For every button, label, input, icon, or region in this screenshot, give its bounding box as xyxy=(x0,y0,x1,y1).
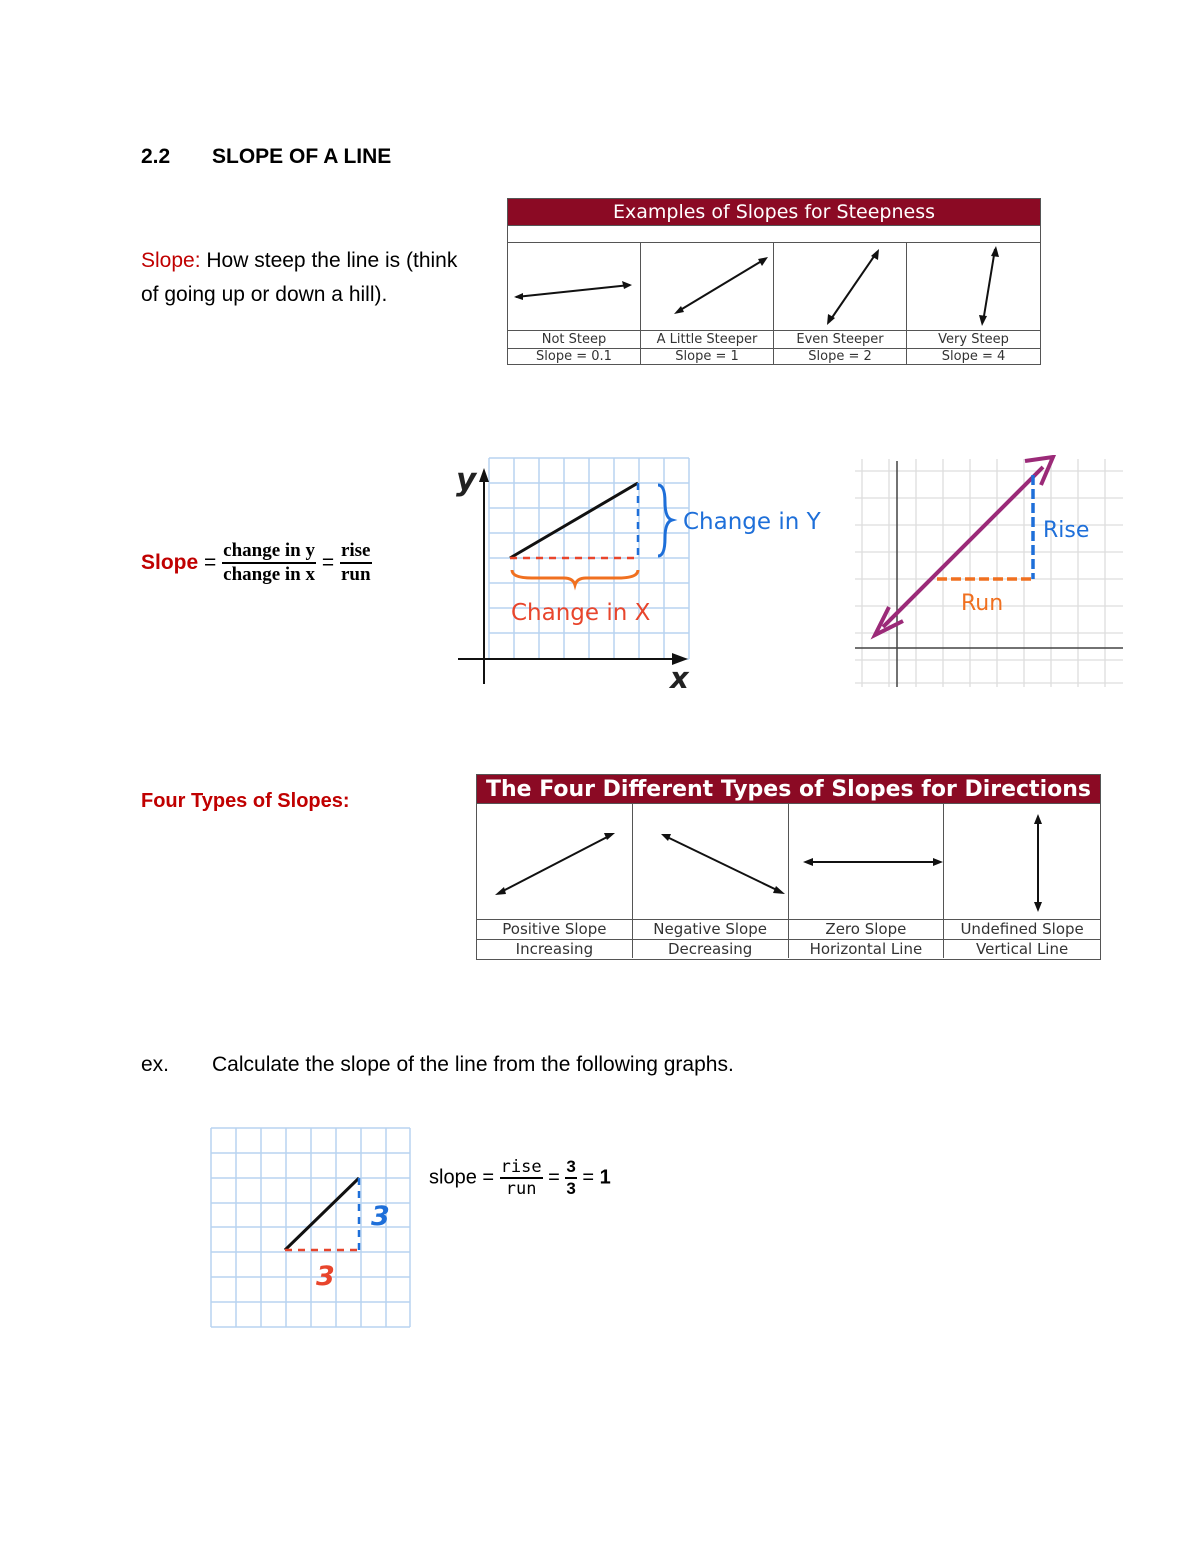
steep-name-1: Not Steep xyxy=(508,331,641,348)
steep-value-4: Slope = 4 xyxy=(941,349,1006,364)
steepness-table-title: Examples of Slopes for Steepness xyxy=(508,199,1040,225)
rise-value-label: 3 xyxy=(371,1201,390,1232)
calc-equals-2: = xyxy=(548,1166,560,1189)
slope-def-line2: of going up or down a hill). xyxy=(141,283,388,306)
zero-slope-arrow-icon xyxy=(789,804,944,919)
calc-den-value: 3 xyxy=(566,1179,576,1198)
type-desc-zero: Horizontal Line xyxy=(789,940,945,958)
formula-den-run: run xyxy=(340,564,371,585)
not-steep-arrow-icon xyxy=(508,243,641,330)
slope-definition xyxy=(141,244,486,312)
steep-cell-3 xyxy=(774,243,907,330)
type-name-undefined: Undefined Slope xyxy=(960,920,1084,938)
type-cell-negative xyxy=(633,804,789,919)
steep-value-3: Slope = 2 xyxy=(774,349,907,365)
calc-result: 1 xyxy=(599,1166,611,1189)
type-name-zero: Zero Slope xyxy=(789,920,945,939)
type-cell-undefined xyxy=(944,804,1100,919)
change-in-y-label: Change in Y xyxy=(683,509,821,535)
formula-fraction-change xyxy=(222,540,316,586)
steepness-table xyxy=(507,198,1041,365)
example-label: ex. xyxy=(141,1053,170,1076)
type-name-negative: Negative Slope xyxy=(633,920,789,939)
x-axis-label: x xyxy=(670,661,689,692)
calc-num-value: 3 xyxy=(565,1157,576,1179)
little-steeper-arrow-icon xyxy=(641,243,774,330)
slope-def-line1: How steep the line is (think xyxy=(206,249,458,272)
type-cell-zero xyxy=(789,804,945,919)
positive-slope-arrow-icon xyxy=(477,804,632,919)
even-steeper-arrow-icon xyxy=(774,243,907,330)
negative-slope-arrow-icon xyxy=(633,804,788,919)
four-types-label: Four Types of Slopes: xyxy=(141,790,350,812)
calc-equals-1: = xyxy=(482,1166,495,1189)
type-desc-undefined: Vertical Line xyxy=(976,940,1069,958)
calc-fraction-rise-run xyxy=(500,1157,543,1199)
steep-cell-1 xyxy=(508,243,641,330)
steep-value-1: Slope = 0.1 xyxy=(508,349,641,365)
example-graph xyxy=(208,1126,413,1330)
slope-term: Slope: xyxy=(141,249,201,272)
steep-name-2: A Little Steeper xyxy=(641,331,774,348)
very-steep-arrow-icon xyxy=(907,243,1040,330)
change-in-x-label: Change in X xyxy=(511,600,651,626)
slope-formula xyxy=(141,540,372,586)
calc-equals-3: = xyxy=(582,1166,595,1189)
formula-label: Slope xyxy=(141,551,199,574)
undefined-slope-arrow-icon xyxy=(944,804,1099,919)
section-number: 2.2 xyxy=(141,145,171,168)
steep-name-4: Very Steep xyxy=(938,332,1009,347)
formula-equals-2: = xyxy=(321,551,335,574)
calc-num-rise: rise xyxy=(500,1157,542,1177)
run-value-label: 3 xyxy=(316,1261,335,1292)
type-desc-positive: Increasing xyxy=(477,940,633,958)
steep-name-3: Even Steeper xyxy=(774,331,907,348)
steep-value-2: Slope = 1 xyxy=(641,349,774,365)
steep-cell-2 xyxy=(641,243,774,330)
four-types-table xyxy=(476,774,1101,960)
calc-den-run: run xyxy=(505,1179,537,1199)
example-prompt: Calculate the slope of the line from the following graphs. xyxy=(212,1053,734,1076)
rise-label: Rise xyxy=(1043,518,1090,543)
change-graph xyxy=(452,452,837,692)
steep-cell-4 xyxy=(907,243,1040,330)
type-name-positive: Positive Slope xyxy=(477,920,633,939)
formula-fraction-rise-run xyxy=(340,540,372,586)
run-label: Run xyxy=(961,591,1004,616)
formula-num-change-y: change in y xyxy=(222,540,316,564)
rise-run-graph xyxy=(855,455,1125,690)
formula-den-change-x: change in x xyxy=(223,564,315,585)
formula-equals: = xyxy=(204,551,217,574)
four-types-table-title: The Four Different Types of Slopes for Directions xyxy=(477,775,1100,803)
calc-fraction-values xyxy=(565,1157,576,1199)
y-axis-label: y xyxy=(456,462,477,498)
section-title: SLOPE OF A LINE xyxy=(212,145,392,168)
type-cell-positive xyxy=(477,804,633,919)
example-calculation xyxy=(429,1157,611,1199)
calc-lhs: slope xyxy=(429,1166,477,1189)
formula-num-rise: rise xyxy=(340,540,372,564)
type-desc-negative: Decreasing xyxy=(633,940,789,958)
